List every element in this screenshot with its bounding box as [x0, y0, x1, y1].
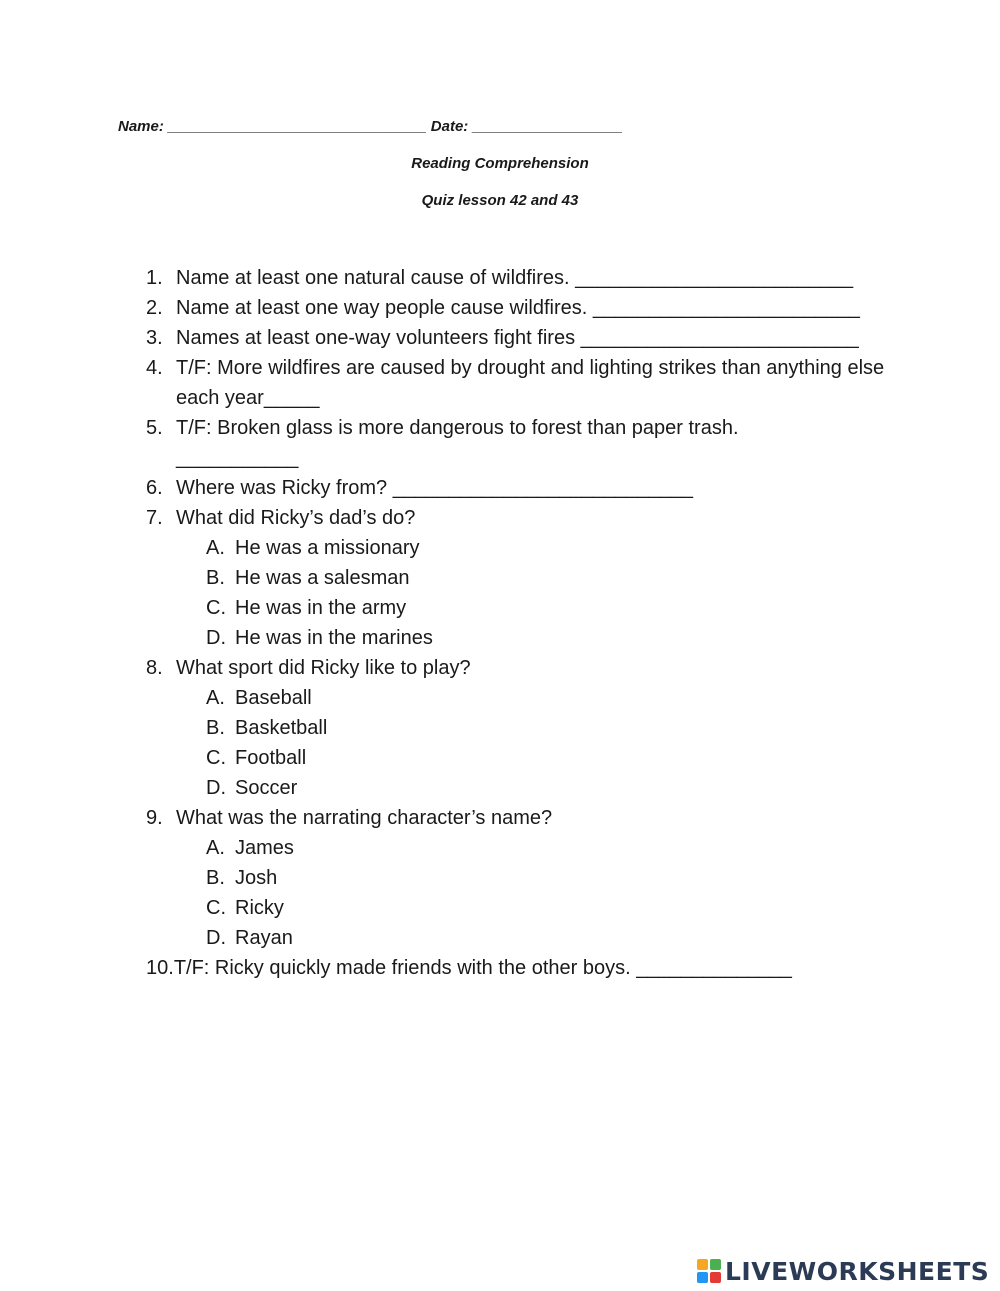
question-8	[146, 653, 886, 683]
option-letter: A.	[206, 837, 225, 859]
question-text: Name at least one natural cause of wildfires. _________________________	[176, 267, 854, 289]
question-number: 10.	[146, 957, 174, 979]
question-number: 9.	[146, 807, 163, 829]
name-date-line: Name: _______________________________ Date: __________________	[118, 118, 623, 135]
question-text: T/F: More wildfires are caused by drought and lighting strikes than anything else each year_____	[176, 357, 890, 409]
option-letter: B.	[206, 567, 225, 589]
option-text: Basketball	[235, 717, 328, 739]
option-letter: A.	[206, 537, 225, 559]
question-4	[146, 353, 890, 413]
question-number: 5.	[146, 417, 163, 439]
question-list	[146, 263, 890, 983]
question-number: 2.	[146, 297, 163, 319]
worksheet-subtitle: Quiz lesson 42 and 43	[421, 192, 579, 209]
logo-block	[697, 1259, 708, 1270]
question-text: Names at least one-way volunteers fight fires _________________________	[176, 327, 859, 349]
question-number: 8.	[146, 657, 163, 679]
answer-option	[146, 863, 886, 893]
logo-blocks-icon	[697, 1259, 721, 1283]
option-letter: B.	[206, 867, 225, 889]
option-text: Rayan	[235, 927, 293, 949]
logo-block	[710, 1272, 721, 1283]
question-number: 7.	[146, 507, 163, 529]
worksheet-title: Reading Comprehension	[411, 155, 589, 172]
question-text: T/F: Broken glass is more dangerous to forest than paper trash. ___________	[176, 417, 739, 469]
question-1	[146, 263, 886, 293]
question-text: What was the narrating character’s name?	[176, 807, 553, 829]
answer-option	[146, 773, 886, 803]
option-text: He was in the marines	[235, 627, 433, 649]
option-letter: C.	[206, 597, 226, 619]
option-text: He was a salesman	[235, 567, 410, 589]
answer-option	[146, 743, 886, 773]
question-10	[146, 953, 886, 983]
answer-option	[146, 593, 886, 623]
question-3	[146, 323, 886, 353]
question-6	[146, 473, 886, 503]
option-text: Soccer	[235, 777, 298, 799]
answer-option	[146, 683, 886, 713]
question-9	[146, 803, 886, 833]
option-text: Josh	[235, 867, 278, 889]
liveworksheets-logo	[697, 1256, 989, 1286]
option-letter: D.	[206, 927, 226, 949]
answer-option	[146, 833, 886, 863]
answer-option	[146, 923, 886, 953]
question-text: Where was Ricky from? ___________________________	[176, 477, 694, 499]
answer-option	[146, 623, 886, 653]
question-text: What did Ricky’s dad’s do?	[176, 507, 416, 529]
question-text: T/F: Ricky quickly made friends with the other boys. ______________	[173, 957, 792, 979]
option-text: Ricky	[235, 897, 284, 919]
question-number: 6.	[146, 477, 163, 499]
option-letter: A.	[206, 687, 225, 709]
question-7	[146, 503, 886, 533]
answer-option	[146, 713, 886, 743]
question-number: 3.	[146, 327, 163, 349]
question-text: Name at least one way people cause wildfires. ________________________	[176, 297, 860, 319]
answer-option	[146, 893, 886, 923]
option-text: Football	[235, 747, 307, 769]
question-5	[146, 413, 886, 473]
question-number: 1.	[146, 267, 163, 289]
option-letter: B.	[206, 717, 225, 739]
logo-text: LIVEWORKSHEETS	[725, 1256, 990, 1286]
option-text: He was a missionary	[235, 537, 420, 559]
option-text: Baseball	[235, 687, 312, 709]
answer-option	[146, 533, 886, 563]
option-letter: C.	[206, 747, 226, 769]
question-text: What sport did Ricky like to play?	[176, 657, 471, 679]
answer-option	[146, 563, 886, 593]
option-letter: D.	[206, 627, 226, 649]
question-number: 4.	[146, 357, 163, 379]
question-2	[146, 293, 886, 323]
option-text: He was in the army	[235, 597, 407, 619]
logo-block	[697, 1272, 708, 1283]
option-text: James	[235, 837, 294, 859]
option-letter: C.	[206, 897, 226, 919]
logo-block	[710, 1259, 721, 1270]
option-letter: D.	[206, 777, 226, 799]
